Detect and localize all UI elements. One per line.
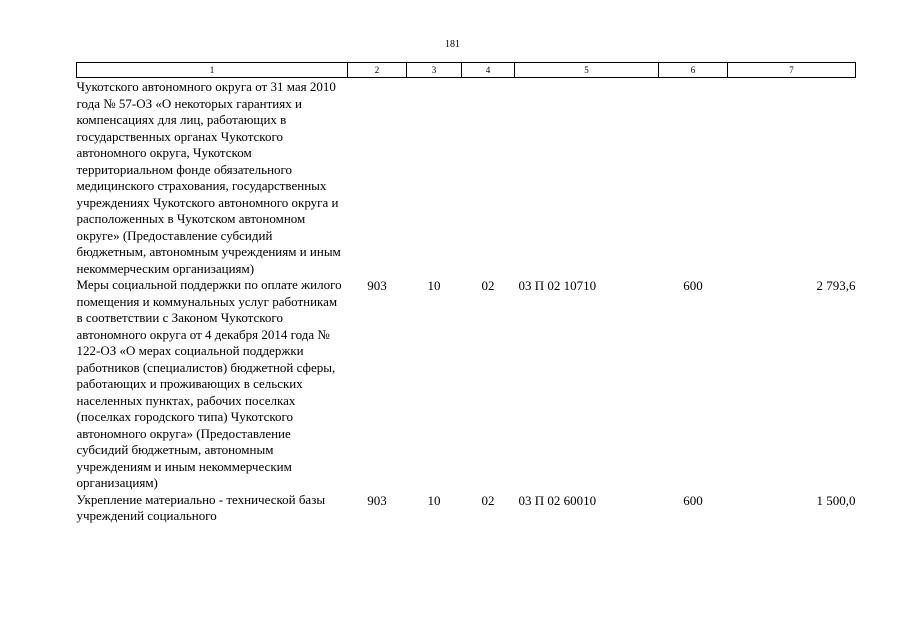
column-header-2: 2 bbox=[348, 63, 407, 78]
table-row bbox=[77, 277, 856, 492]
row-ministry-code bbox=[348, 78, 407, 278]
page-number: 181 bbox=[445, 39, 460, 50]
row-expense-type bbox=[659, 78, 728, 278]
row-amount: 2 793,6 bbox=[816, 278, 856, 293]
table-row bbox=[77, 492, 856, 525]
table-header-row bbox=[77, 63, 856, 78]
column-header-7: 7 bbox=[728, 63, 856, 78]
row-amount: 1 500,0 bbox=[816, 492, 856, 508]
row-ministry-code: 903 bbox=[367, 278, 387, 293]
row-description: Чукотского автономного округа от 31 мая 2010 года № 57-ОЗ «О некоторых гарантиях и компенсациях для лиц, работающих в государственных органах Чукотского автономного округа, Чукотском территориальном фонде обязательного медицинского страхования, государственных учреждениях Чукотского автономного округа и расположенных в Чукотском автономном округе» (Предоставление субсидий бюджетным, автономным учреждениям и иным некоммерческим организациям) bbox=[76, 79, 341, 276]
row-subsection-code: 02 bbox=[481, 492, 495, 508]
row-ministry-code: 903 bbox=[367, 492, 387, 508]
row-section-code bbox=[407, 78, 462, 278]
row-expense-type: 600 bbox=[683, 492, 703, 508]
row-section-code: 10 bbox=[427, 278, 441, 293]
row-target-article: 03 П 02 60010 bbox=[518, 492, 597, 508]
row-amount bbox=[728, 78, 856, 278]
column-header-1: 1 bbox=[77, 63, 348, 78]
row-target-article bbox=[515, 78, 659, 278]
column-header-6: 6 bbox=[659, 63, 728, 78]
row-section-code: 10 bbox=[427, 492, 441, 508]
row-expense-type: 600 bbox=[683, 278, 703, 293]
table-row bbox=[77, 78, 856, 278]
row-target-article: 03 П 02 10710 bbox=[518, 278, 597, 293]
column-header-5: 5 bbox=[515, 63, 659, 78]
row-description: Укрепление материально - технической базы учреждений социального bbox=[76, 491, 326, 523]
column-header-3: 3 bbox=[407, 63, 462, 78]
row-subsection-code bbox=[462, 78, 515, 278]
budget-table bbox=[76, 62, 856, 525]
column-header-4: 4 bbox=[462, 63, 515, 78]
row-description: Меры социальной поддержки по оплате жилого помещения и коммунальных услуг работникам в соответствии с Законом Чукотского автономного округа от 4 декабря 2014 года № 122-ОЗ «О мерах социальной поддержки работников (специалистов) бюджетной сферы, работающих и проживающих в сельских населенных пунктах, рабочих поселках (поселках городского типа) Чукотского автономного округа» (Предоставление субсидий бюджетным, автономным учреждениям и иным некоммерческим организациям) bbox=[76, 277, 342, 490]
row-subsection-code: 02 bbox=[481, 278, 495, 293]
